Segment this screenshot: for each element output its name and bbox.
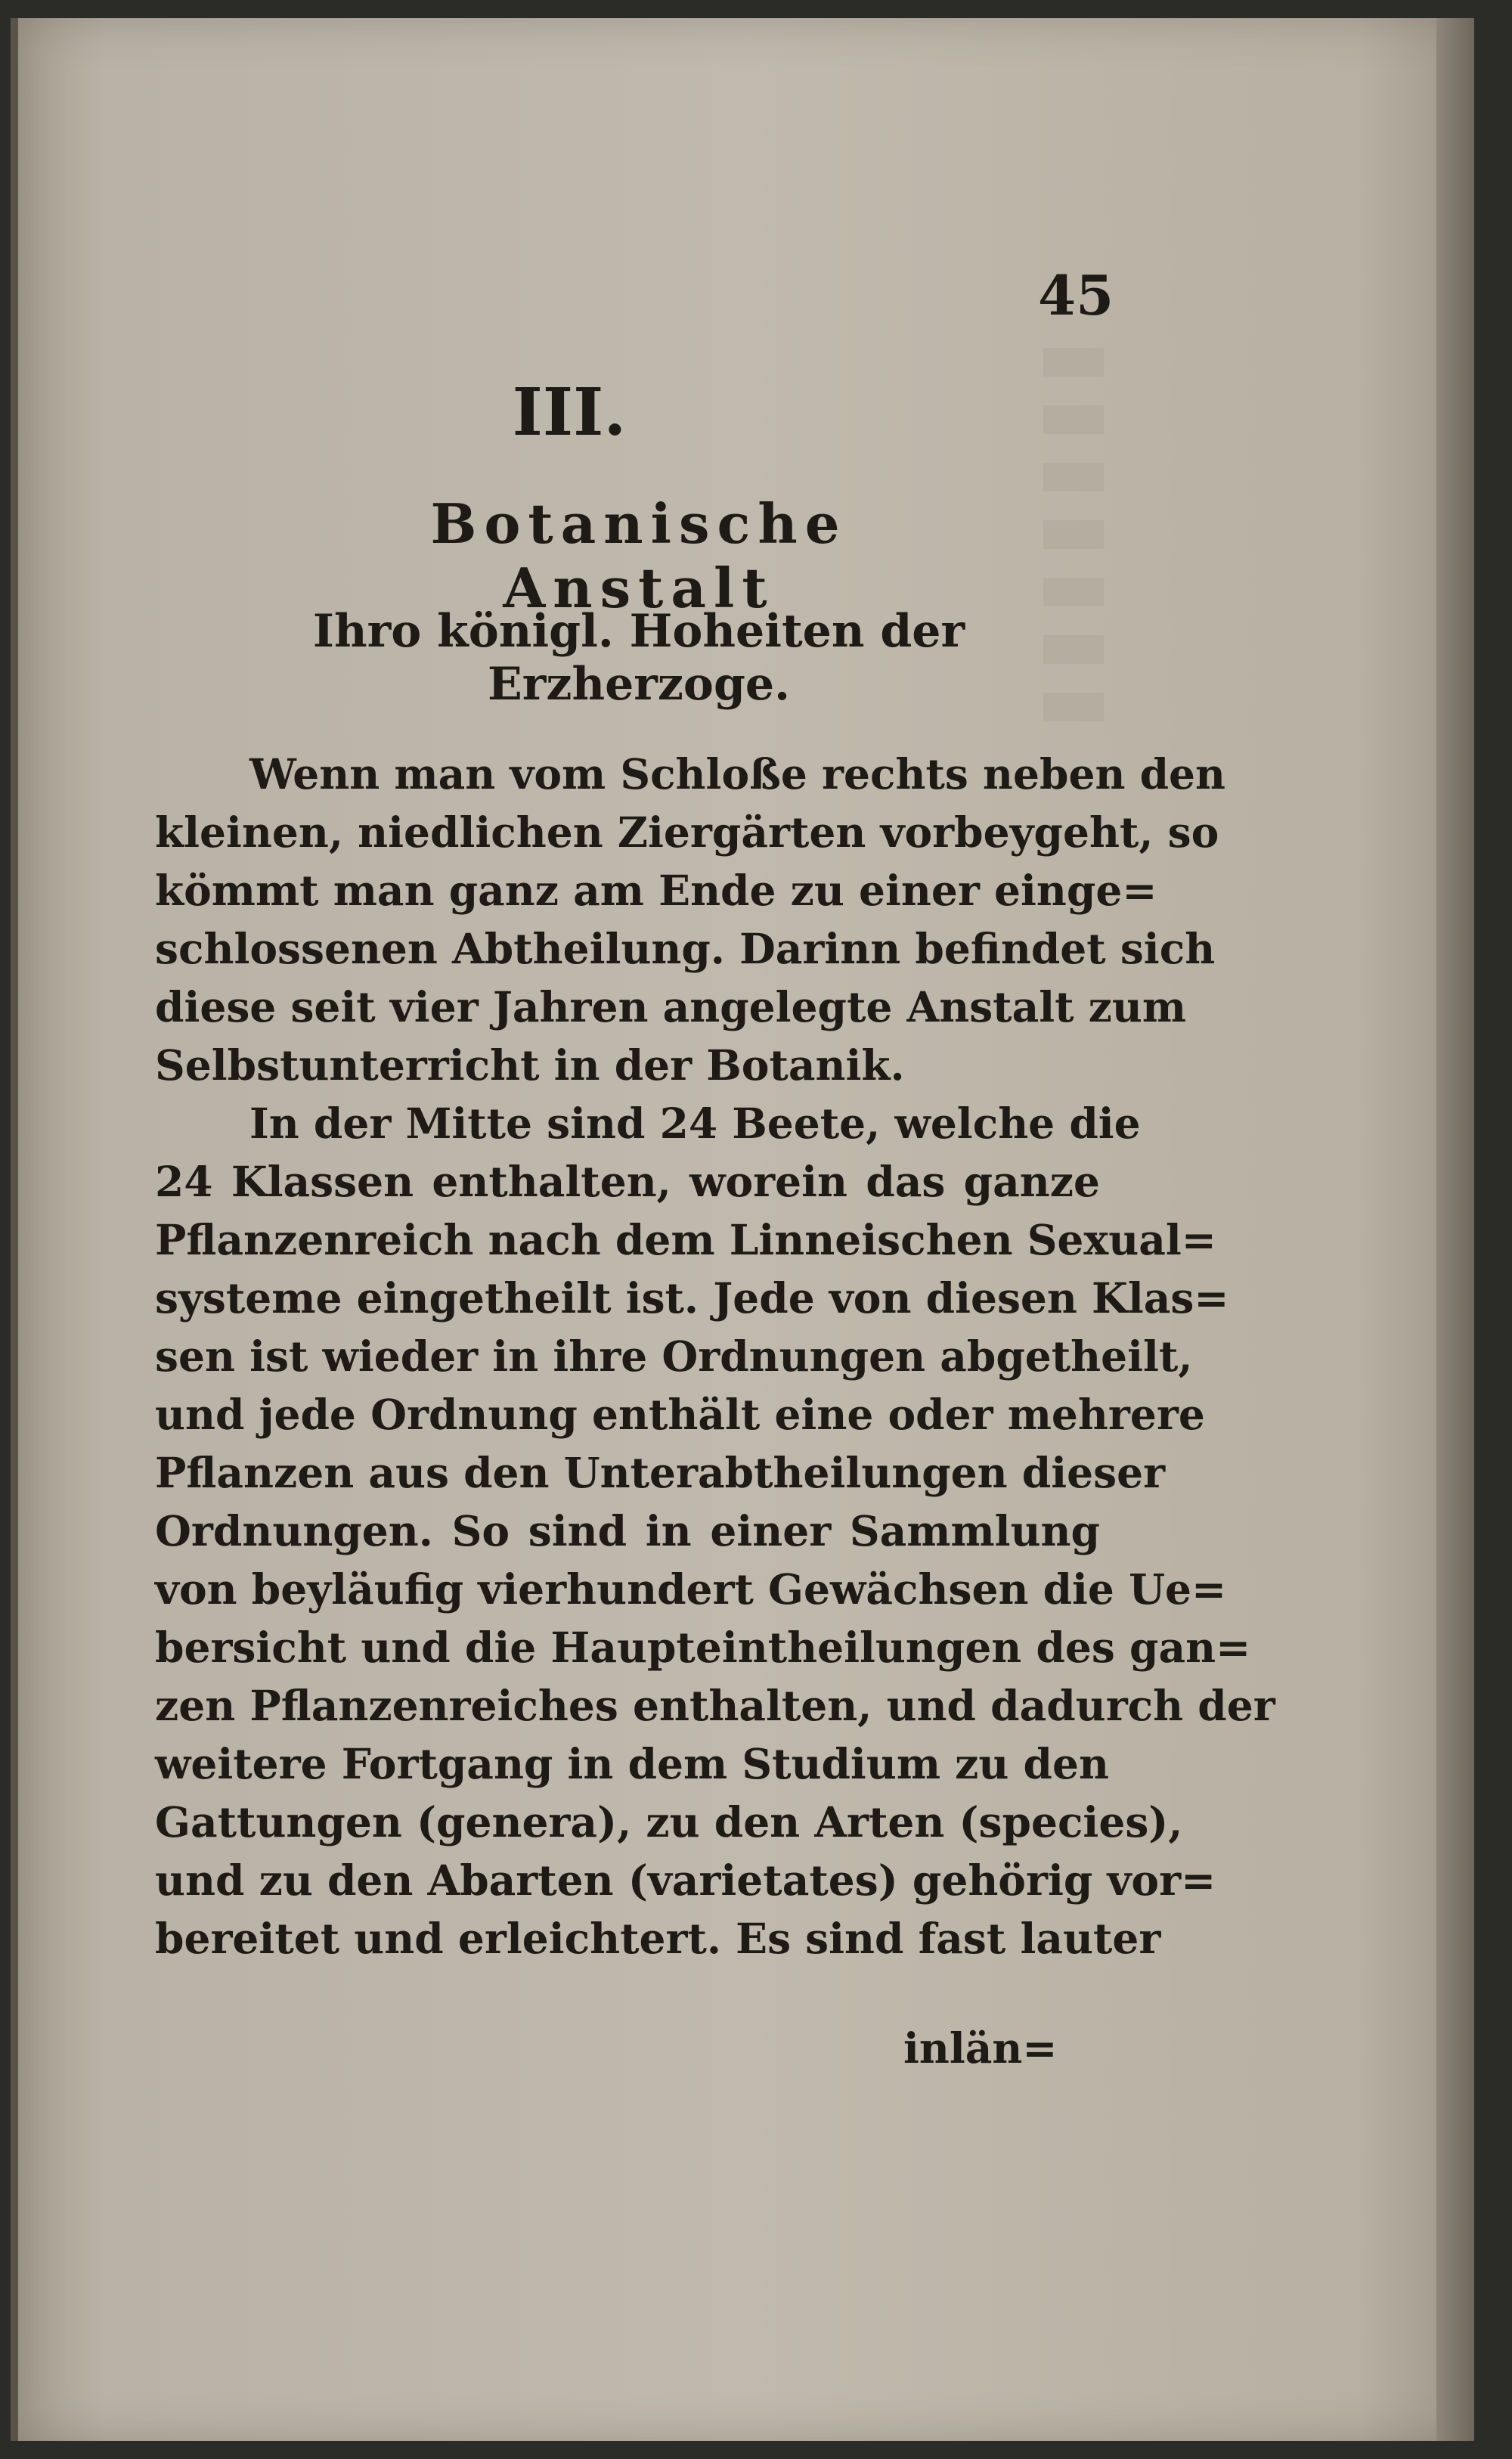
chapter-numeral: III. [512, 374, 627, 451]
section-subtitle: Ihro königl. Hoheiten der Erzherzoge. [312, 605, 965, 711]
catchword: inlän= [903, 2023, 1058, 2073]
text-line: sen ist wieder in ihre Ordnungen abgetheilt, [155, 1332, 1193, 1381]
text-line: 24 Klassen enthalten, worein das ganze [155, 1157, 1100, 1206]
text-line: und jede Ordnung enthält eine oder mehrere [155, 1390, 1205, 1439]
text-line: kömmt man ganz am Ende zu einer einge= [155, 866, 1157, 915]
text-line: schlossenen Abtheilung. Darinn befindet sich [155, 924, 1216, 973]
text-line: kleinen, niedlichen Ziergärten vorbeygeht, so [155, 808, 1219, 857]
text-line: Selbstunterricht in der Botanik. [155, 1040, 905, 1090]
text-line: Ordnungen. So sind in einer Sammlung [155, 1506, 1100, 1555]
text-line: Wenn man vom Schloße rechts neben den [249, 749, 1226, 798]
text-line: zen Pflanzenreiches enthalten, und dadurch der [155, 1681, 1275, 1730]
text-line: Pflanzenreich nach dem Linneischen Sexual= [155, 1215, 1216, 1264]
text-line: Pflanzen aus den Unterabtheilungen dieser [155, 1448, 1166, 1497]
text-line: von beyläufig vierhundert Gewächsen die Ue= [155, 1564, 1227, 1614]
text-line: weitere Fortgang in dem Studium zu den [155, 1739, 1109, 1788]
text-line: systeme eingetheilt ist. Jede von diesen Klas= [155, 1273, 1229, 1323]
body-text [155, 745, 1275, 1968]
page-number: 45 [1038, 263, 1114, 327]
text-line: bersicht und die Haupteintheilungen des gan= [155, 1623, 1251, 1672]
text-line: und zu den Abarten (varietates) gehörig vor= [155, 1856, 1216, 1905]
text-line: diese seit vier Jahren angelegte Anstalt zum [155, 982, 1187, 1031]
text-line: bereitet und erleichtert. Es sind fast lauter [155, 1914, 1161, 1963]
section-title: Botanische Anstalt [430, 491, 847, 620]
text-line: In der Mitte sind 24 Beete, welche die [249, 1099, 1141, 1148]
text-line: Gattungen (genera), zu den Arten (species), [155, 1797, 1183, 1847]
